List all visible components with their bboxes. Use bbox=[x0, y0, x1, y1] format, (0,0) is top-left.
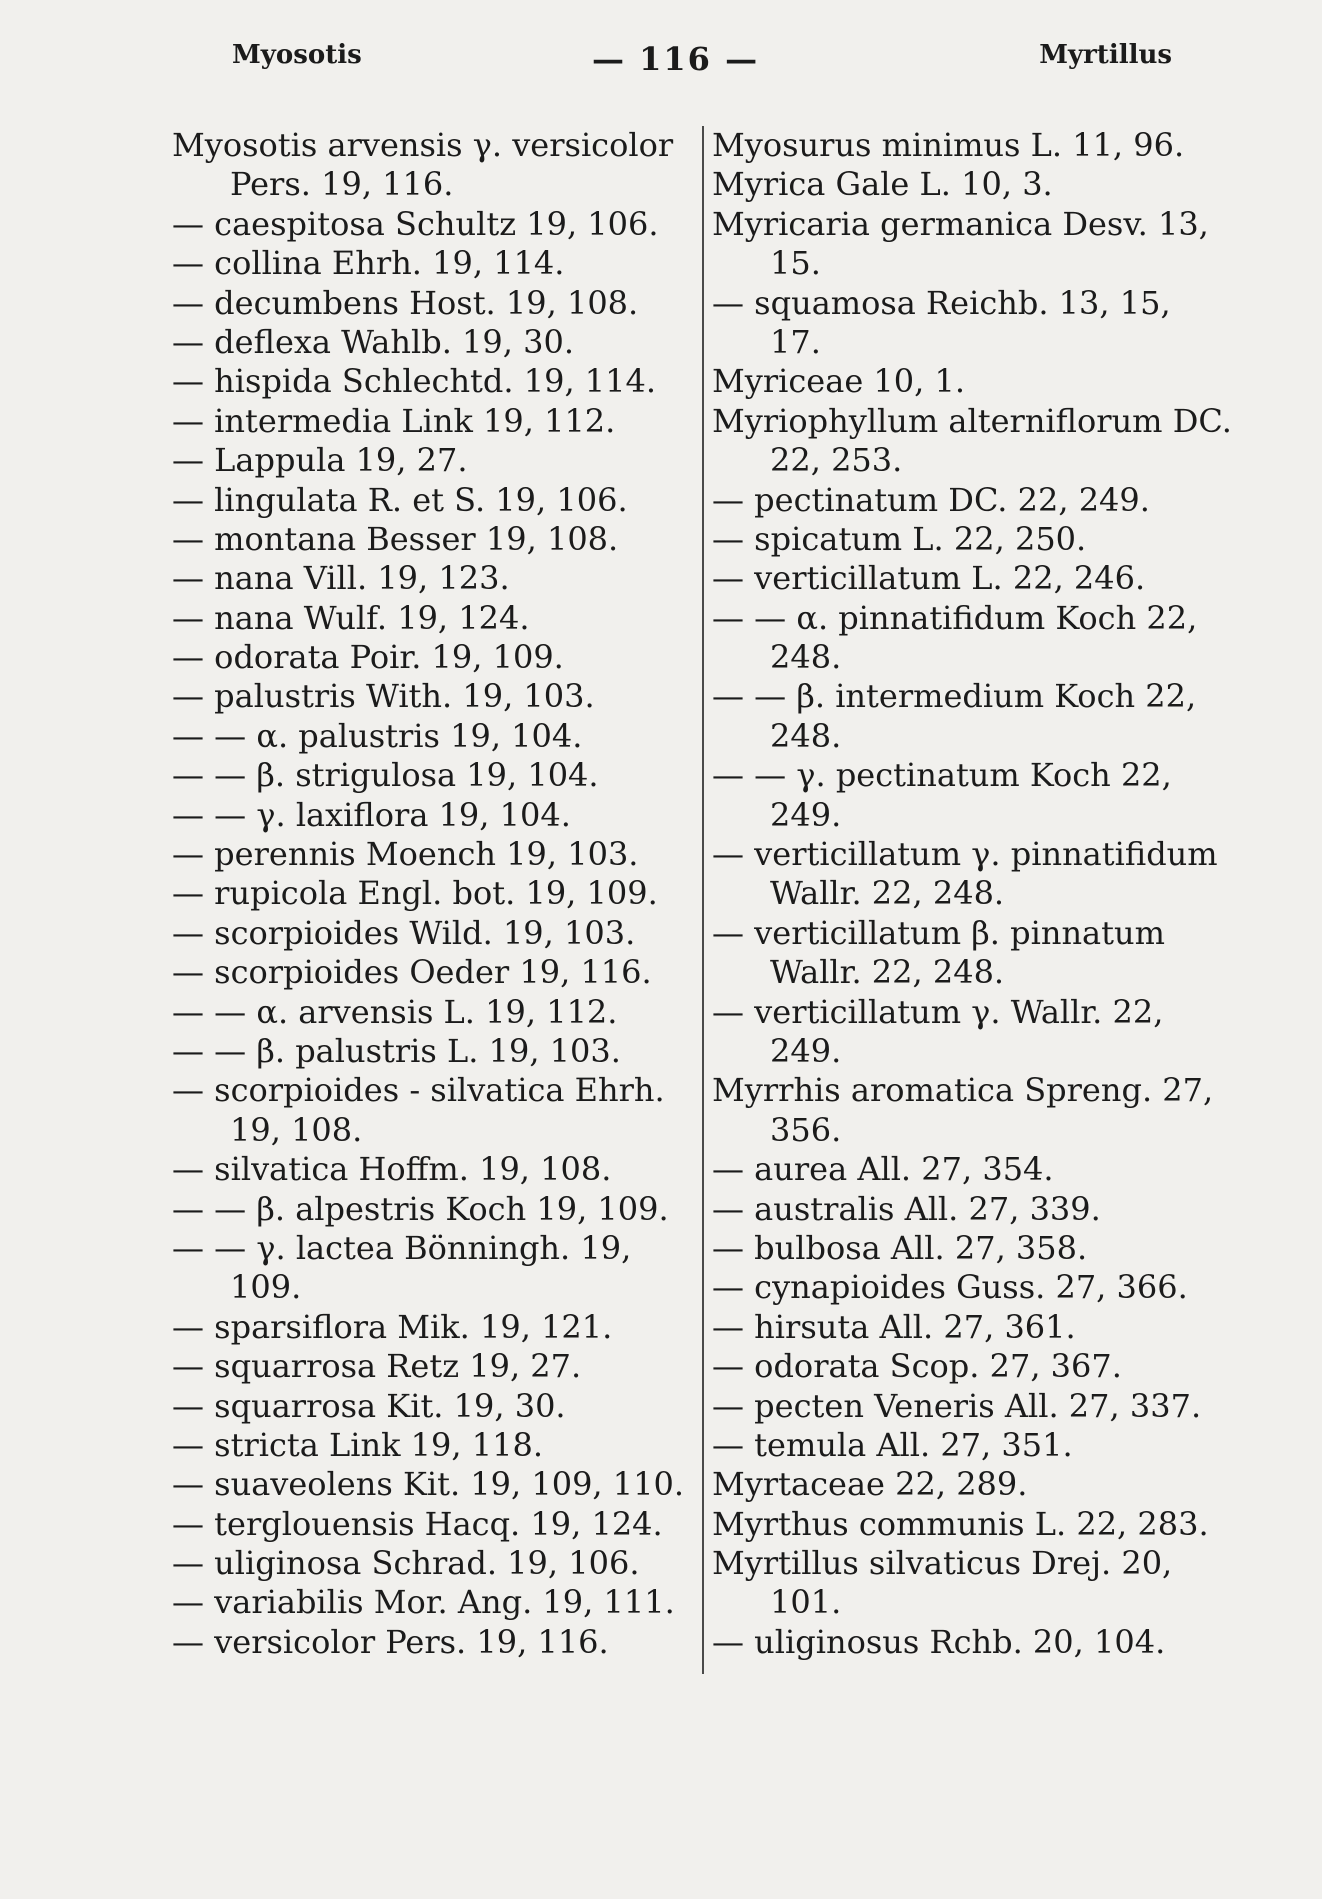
header-left-catchword: Myosotis bbox=[232, 40, 362, 70]
index-entry-line: — — γ. laxiflora 19, 104. bbox=[172, 795, 571, 834]
index-entry-line: Myricaria germanica Desv. 13, bbox=[712, 204, 1209, 243]
index-entry-line: Myriceae 10, 1. bbox=[712, 362, 966, 401]
index-entry-line: — versicolor Pers. 19, 116. bbox=[172, 1622, 609, 1661]
index-entry-line: — — γ. lactea Bönningh. 19, bbox=[172, 1228, 632, 1267]
index-entry-line: — nana Vill. 19, 123. bbox=[172, 559, 510, 598]
index-entry-line: — nana Wulf. 19, 124. bbox=[172, 598, 530, 637]
index-entry-line: 248. bbox=[770, 716, 842, 755]
index-entry-line: — — β. alpestris Koch 19, 109. bbox=[172, 1189, 669, 1228]
index-entry-line: 109. bbox=[230, 1268, 302, 1307]
right-column bbox=[712, 126, 1232, 1662]
index-entry-line: — pectinatum DC. 22, 249. bbox=[712, 480, 1150, 519]
index-entry-line: — uliginosus Rchb. 20, 104. bbox=[712, 1622, 1166, 1661]
index-entry-line: Myriophyllum alterniflorum DC. bbox=[712, 401, 1232, 440]
index-entry-line: — palustris With. 19, 103. bbox=[172, 677, 595, 716]
index-entry-line: Myrrhis aromatica Spreng. 27, bbox=[712, 1071, 1214, 1110]
index-entry-line: — decumbens Host. 19, 108. bbox=[172, 283, 639, 322]
index-entry-line: Wallr. 22, 248. bbox=[770, 953, 1005, 992]
index-entry-line: Myrica Gale L. 10, 3. bbox=[712, 165, 1053, 204]
index-entry-line: — lingulata R. et S. 19, 106. bbox=[172, 480, 628, 519]
index-entry-line: Myrtaceae 22, 289. bbox=[712, 1465, 1028, 1504]
index-entry-line: — montana Besser 19, 108. bbox=[172, 519, 619, 558]
index-entry-line: — squarrosa Retz 19, 27. bbox=[172, 1347, 582, 1386]
index-entry-line: — scorpioides - silvatica Ehrh. bbox=[172, 1071, 665, 1110]
index-entry-line: — — α. palustris 19, 104. bbox=[172, 716, 583, 755]
index-entry-line: — collina Ehrh. 19, 114. bbox=[172, 244, 565, 283]
header-right-catchword: Myrtillus bbox=[1039, 40, 1172, 70]
index-entry-line: — verticillatum γ. Wallr. 22, bbox=[712, 992, 1164, 1031]
index-entry-line: — silvatica Hoffm. 19, 108. bbox=[172, 1150, 612, 1189]
index-entry-line: — stricta Link 19, 118. bbox=[172, 1425, 543, 1464]
index-entry-line: Myrthus communis L. 22, 283. bbox=[712, 1504, 1209, 1543]
index-entry-line: — perennis Moench 19, 103. bbox=[172, 835, 639, 874]
running-header bbox=[232, 40, 1172, 90]
index-entry-line: — cynapioides Guss. 27, 366. bbox=[712, 1268, 1188, 1307]
index-entry-line: — australis All. 27, 339. bbox=[712, 1189, 1101, 1228]
index-entry-line: Myosotis arvensis γ. versicolor bbox=[172, 126, 674, 164]
index-entry-line: — verticillatum L. 22, 246. bbox=[712, 559, 1146, 598]
index-entry-line: — — α. arvensis L. 19, 112. bbox=[172, 992, 618, 1031]
index-entry-line: Pers. 19, 116. bbox=[230, 165, 454, 204]
index-entry-line: — — β. palustris L. 19, 103. bbox=[172, 1031, 621, 1070]
index-entry-line: — — β. strigulosa 19, 104. bbox=[172, 756, 599, 795]
index-entry-line: — bulbosa All. 27, 358. bbox=[712, 1228, 1088, 1267]
index-entry-line: — rupicola Engl. bot. 19, 109. bbox=[172, 874, 658, 913]
page-number: — 116 — bbox=[592, 40, 760, 78]
index-entry-line: — terglouensis Hacq. 19, 124. bbox=[172, 1504, 663, 1543]
index-entry-line: — deflexa Wahlb. 19, 30. bbox=[172, 322, 574, 361]
index-entry-line: 249. bbox=[770, 795, 842, 834]
index-entry-line: — verticillatum γ. pinnatifidum bbox=[712, 835, 1218, 874]
index-entry-line: — suaveolens Kit. 19, 109, 110. bbox=[172, 1465, 685, 1504]
index-entry-line: — variabilis Mor. Ang. 19, 111. bbox=[172, 1583, 675, 1622]
index-entry-line: — hispida Schlechtd. 19, 114. bbox=[172, 362, 657, 401]
index-entry-line: — uliginosa Schrad. 19, 106. bbox=[172, 1544, 640, 1583]
index-entry-line: Myosurus minimus L. 11, 96. bbox=[712, 126, 1185, 164]
index-entry-line: — sparsiflora Mik. 19, 121. bbox=[172, 1307, 613, 1346]
index-entry-line: — Lappula 19, 27. bbox=[172, 441, 468, 480]
index-entry-line: — temula All. 27, 351. bbox=[712, 1425, 1073, 1464]
index-entry-line: 249. bbox=[770, 1031, 842, 1070]
index-entry-line: — intermedia Link 19, 112. bbox=[172, 401, 616, 440]
index-entry-line: — odorata Scop. 27, 367. bbox=[712, 1347, 1122, 1386]
index-entry-line: 356. bbox=[770, 1110, 842, 1149]
index-entry-line: 22, 253. bbox=[770, 441, 903, 480]
column-divider bbox=[702, 126, 704, 1674]
index-entry-line: Wallr. 22, 248. bbox=[770, 874, 1005, 913]
index-entry-line: — — γ. pectinatum Koch 22, bbox=[712, 756, 1172, 795]
index-entry-line: 17. bbox=[770, 322, 821, 361]
index-entry-line: 15. bbox=[770, 244, 821, 283]
index-entry-line: — odorata Poir. 19, 109. bbox=[172, 638, 564, 677]
index-entry-line: — verticillatum β. pinnatum bbox=[712, 913, 1165, 952]
index-entry-line: — aurea All. 27, 354. bbox=[712, 1150, 1054, 1189]
index-entry-line: — squamosa Reichb. 13, 15, bbox=[712, 283, 1171, 322]
index-entry-line: — pecten Veneris All. 27, 337. bbox=[712, 1386, 1202, 1425]
index-entry-line: — scorpioides Oeder 19, 116. bbox=[172, 953, 652, 992]
index-entry-line: — spicatum L. 22, 250. bbox=[712, 519, 1087, 558]
index-entry-line: — caespitosa Schultz 19, 106. bbox=[172, 204, 659, 243]
index-entry-line: 101. bbox=[770, 1583, 842, 1622]
left-column bbox=[172, 126, 692, 1662]
index-entry-line: 248. bbox=[770, 638, 842, 677]
index-entry-line: — hirsuta All. 27, 361. bbox=[712, 1307, 1076, 1346]
index-entry-line: — scorpioides Wild. 19, 103. bbox=[172, 913, 636, 952]
index-entry-line: Myrtillus silvaticus Drej. 20, bbox=[712, 1544, 1173, 1583]
index-entry-line: 19, 108. bbox=[230, 1110, 363, 1149]
index-entry-line: — — α. pinnatifidum Koch 22, bbox=[712, 598, 1198, 637]
index-entry-line: — — β. intermedium Koch 22, bbox=[712, 677, 1197, 716]
index-entry-line: — squarrosa Kit. 19, 30. bbox=[172, 1386, 566, 1425]
